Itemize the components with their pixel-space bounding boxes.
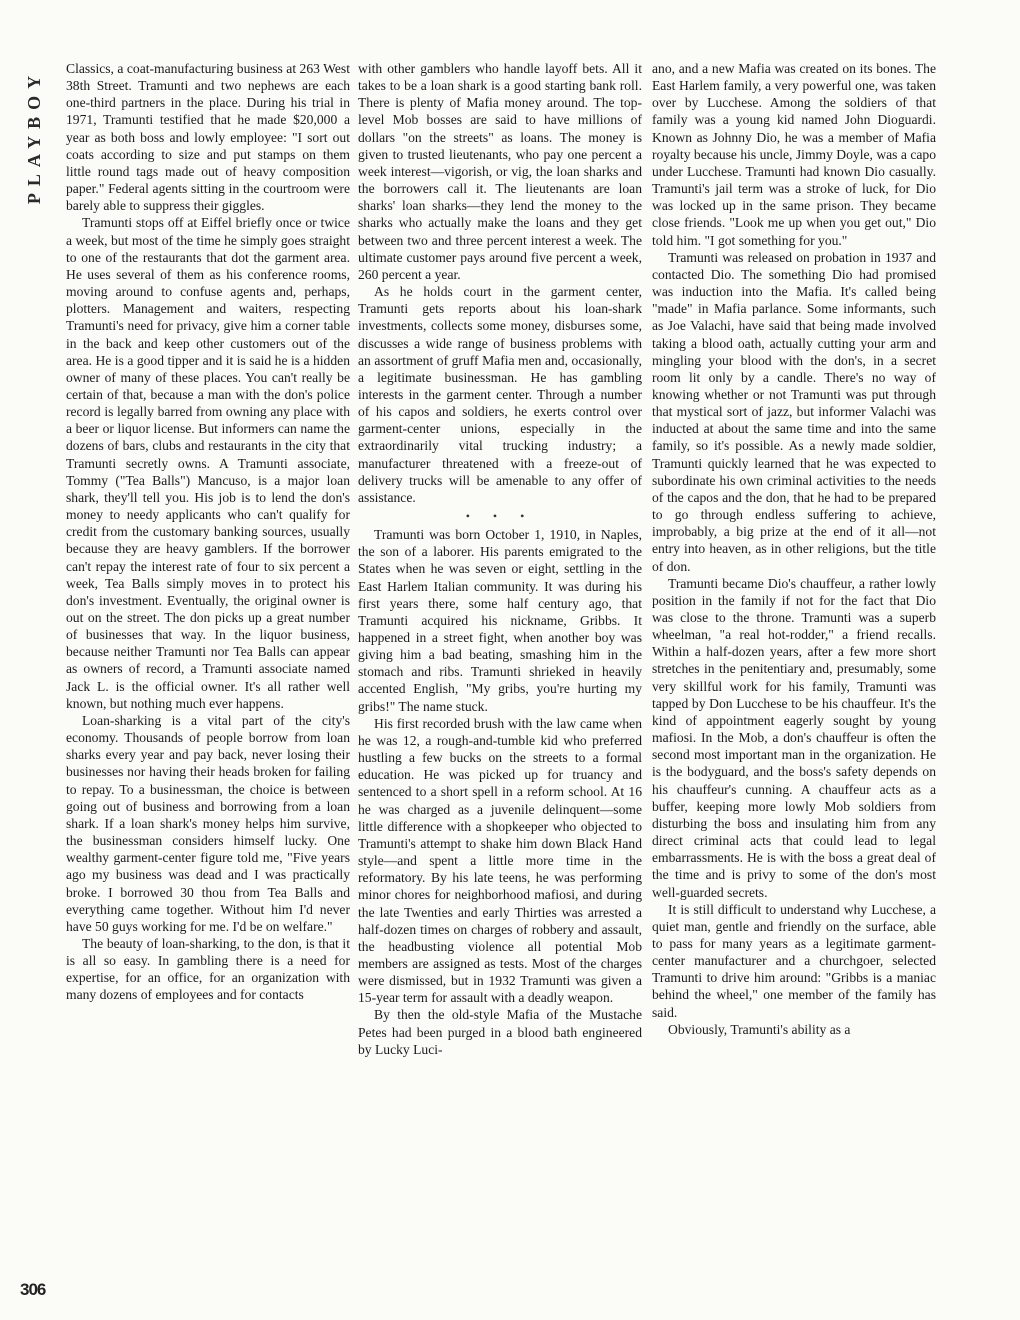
- running-head: [22, 56, 48, 216]
- paragraph: As he holds court in the garment center, Tramunti gets reports about his loan-shark investments, collects some money, disburses some, discusses a wide range of business problems with an assortment of gruff Mafia men and, occasionally, a legitimate businessman. He has gambling interests in the garment center. Through a number of his capos and soldiers, he exerts control over garment-center unions, especially in the extraordinarily vital trucking industry; a manufacturer threatened with a freeze-out of delivery trucks will be amenable to any offer of assistance.: [358, 284, 642, 505]
- paragraph: Obviously, Tramunti's ability as a: [668, 1021, 851, 1037]
- paragraph: with other gamblers who handle layoff bets. All it takes to be a loan shark is a good starting bank roll. There is plenty of Mafia money around. The top-level Mob bosses are said to have millions of dollars "on the streets" as loans. The money is given to trusted lieutenants, who pay one percent a week interest—vigorish, or vig, the loan sharks and the borrowers call it. The lieutenants are loan sharks' loan sharks—they lend the money to the sharks who actually make the loans and they get between two and three percent interest a week. The ultimate customer pays around five percent a week, 260 percent a year.: [358, 61, 642, 282]
- section-divider: • • •: [465, 509, 535, 524]
- paragraph: Tramunti was born October 1, 1910, in Naples, the son of a laborer. His parents emigrated to the States when he was seven or eight, settling in the East Harlem Italian community. It was during his first years there, some half century ago, that Tramunti acquired his nickname, Gribbs. It happened in a street fight, when another boy was giving him a bad beating, smashing him in the stomach and ribs. Tramunti shrieked in heavily accented English, "My gribs, you're hurting my gribs!" The name stuck.: [358, 527, 642, 714]
- paragraph: Tramunti became Dio's chauffeur, a rather lowly position in the family if not for the fact that Dio was close to the throne. Tramunti was a superb wheelman, "a real hot-rodder," a friend recalls. Within a half-dozen years, after a few more short stretches in the penitentiary and, presumably, some very skillful work for his family, Tramunti was tapped by Don Lucchese to be his chauffeur. It's the kind of appointment eagerly sought by young mafiosi. In the Mob, a don's chauffeur is often the second most important man in the organization. He is the bodyguard, and the boss's safety depends on his chauffeur's cunning. A chauffeur acts as a buffer, keeping more lowly Mob soldiers from disturbing the boss and insulating him from any direct criminal acts that could lead to legal embarrassments. He is with the boss a great deal of the time and is privy to some of the don's most well-guarded secrets.: [652, 575, 936, 900]
- paragraph: His first recorded brush with the law came when he was 12, a rough-and-tumble kid who preferred hustling a few bucks on the streets to a formal education. He was picked up for truancy and sentenced to a short spell in a reform school. At 16 he was charged as a juvenile delinquent—some little difference with a shopkeeper who objected to Tramunti's attempt to shake him down Black Hand style—and spent a little more time in the reformatory. By his late teens, he was performing minor chores for neighborhood mafiosi, and during the late Twenties and early Thirties was arrested a half-dozen times on charges of robbery and assault, the headbusting violence all potential Mob members are assigned as tests. Most of the charges were dismissed, but in 1932 Tramunti was given a 15-year term for assault with a deadly weapon.: [358, 715, 642, 1006]
- paragraph: Classics, a coat-manufacturing business at 263 West 38th Street. Tramunti and two nephews are each one-third partners in the place. During his trial in 1971, Tramunti testified that he made $20,000 a year as both boss and lowly employee: "I sort out coats according to size and put stamps on them little round tags made out of heavy composition paper." Federal agents sitting in the courtroom were barely able to suppress their giggles.: [66, 61, 350, 214]
- paragraph: It is still difficult to understand why Lucchese, a quiet man, gentle and friendly on the surface, able to pass for many years as a legitimate garment-center manufacturer and a churchgoer, selected Tramunti to drive him around: "Gribbs is a maniac behind the wheel," one member of the family has said.: [652, 901, 936, 1020]
- paragraph: By then the old-style Mafia of the Mustache Petes had been purged in a blood bath engineered by Lucky Luci-: [358, 1007, 642, 1057]
- text-column-2: [358, 60, 642, 1310]
- magazine-name: PLAYBOY: [24, 68, 45, 204]
- paragraph: The beauty of loan-sharking, to the don, is that it is all so easy. In gambling there is a need for expertise, for an office, for an organization with many dozens of employees and for contacts: [66, 935, 350, 1003]
- paragraph: Tramunti stops off at Eiffel briefly once or twice a week, but most of the time he simply goes straight to one of the restaurants that dot the garment area. He uses several of them as his conference rooms, moving around to confuse agents and, perhaps, plotters. Management and waiters, respecting Tramunti's need for privacy, give him a corner table in the back and keep other customers out of the area. He is a good tipper and it is said he is a hidden owner of many of these places. You can't really be certain of that, because a man with the don's police record is legally barred from owning any place with a beer or liquor license. But informers can name the dozens of bars, clubs and restaurants in the city that Tramunti secretly owns. A Tramunti associate, Tommy ("Tea Balls") Mancuso, is a major loan shark, they'll tell you. His job is to lend the don's money to needy applicants who can't qualify for credit from the customary banking sources, usually because they are heavy gamblers. If the borrower can't repay the interest rate of four to six percent a week, Tea Balls simply moves in to protect his don's investment. Eventually, the original owner is out on the street. The don picks up a great number of businesses that way. In the liquor business, because neither Tramunti nor Tea Balls can appear as owners of record, a Tramunti associate named Jack L. is the official owner. It's all rather well known, but nothing much ever happens.: [66, 215, 350, 711]
- page-number: 306: [20, 1280, 46, 1299]
- paragraph: Loan-sharking is a vital part of the city's economy. Thousands of people borrow from loan sharks every year and pay back, never losing their businesses nor having their heads broken for failing to repay. To a businessman, the choice is between going out of business and borrowing from a loan shark. If a loan shark's money helps him survive, the businessman considers himself lucky. One wealthy garment-center figure told me, "Five years ago my business was dead and I was practically broke. I borrowed 30 thou from Tea Balls and everything came together. Without him I'd never have 50 guys working for me. I'd be on welfare.": [66, 712, 350, 934]
- text-column-1: [66, 60, 350, 1310]
- text-column-3: [652, 60, 936, 1310]
- paragraph: ano, and a new Mafia was created on its bones. The East Harlem family, a very powerful one, was taken over by Lucchese. Among the soldiers of that family was a young kid named John Dioguardi. Known as Johnny Dio, he was a member of Mafia royalty because his uncle, Jimmy Doyle, was a capo under Lucchese. Tramunti had known Dio casually. Tramunti's jail term was a stroke of luck, for Dio was locked up in the same prison. They became close friends. "Look me up when you get out," Dio told him. "I got something for you.": [652, 61, 936, 248]
- paragraph: Tramunti was released on probation in 1937 and contacted Dio. The something Dio had promised was induction into the Mafia. It's called being "made" in Mafia parlance. Some informants, such as Joe Valachi, have said that being made involved taking a blood oath, actually cutting your arm and mingling your blood with the don's, in a secret room lit only by a candle. There's no way of knowing whether or not Tramunti was put through that mystical sort of jazz, but informer Valachi was inducted at about the same time and into the same family, so it's possible. As a newly made soldier, Tramunti quickly learned that he was expected to subordinate his own criminal activities to the needs of the capos and the don, that he had to be prepared to go through endless suffering to achieve, improbably, a big prize at the end of it all—not entry into heaven, as in other religions, but the title of don.: [652, 249, 936, 574]
